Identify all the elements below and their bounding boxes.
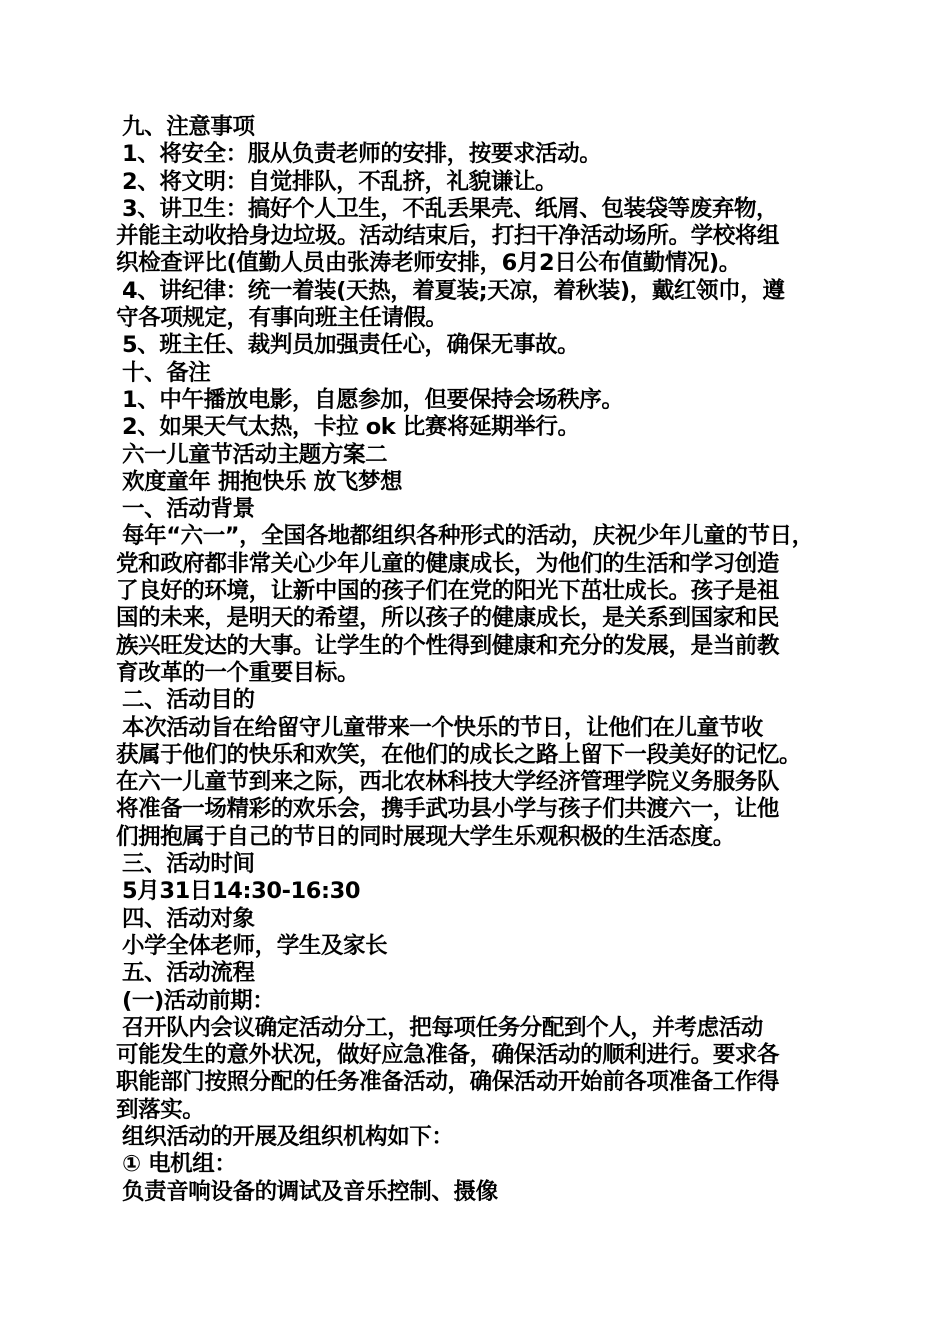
activity-audience: 小学全体老师，学生及家长 [122, 932, 388, 959]
paragraph-line: 了良好的环境，让新中国的孩子们在党的阳光下茁壮成长。孩子是祖 [116, 578, 780, 605]
list-item: 5、班主任、裁判员加强责任心，确保无事故。 [122, 332, 580, 359]
list-item: 2、如果天气太热，卡拉 ok 比赛将延期举行。 [122, 414, 580, 441]
section-heading: 一、活动背景 [122, 496, 255, 523]
list-item: 3、讲卫生：搞好个人卫生，不乱丢果壳、纸屑、包装袋等废弃物， [122, 195, 779, 222]
paragraph-line: 获属于他们的快乐和欢笑，在他们的成长之路上留下一段美好的记忆。 [116, 741, 802, 768]
paragraph-line: 每年“六一”，全国各地都组织各种形式的活动，庆祝少年儿童的节日， [122, 523, 814, 550]
section-heading: 三、活动时间 [122, 851, 255, 878]
section-heading: 二、活动目的 [122, 687, 255, 714]
section-heading: 十、备注 [122, 359, 211, 386]
list-item: 4、讲纪律：统一着装(天热，着夏装;天凉，着秋装)，戴红领巾，遵 [122, 277, 785, 304]
activity-time: 5月31日14:30-16:30 [122, 878, 361, 905]
document-subtitle: 欢度童年 拥抱快乐 放飞梦想 [122, 468, 403, 495]
list-item: 2、将文明：自觉排队，不乱挤，礼貌谦让。 [122, 168, 558, 195]
subsection-heading: (一)活动前期： [122, 987, 275, 1014]
group-heading: ① 电机组： [122, 1151, 237, 1178]
paragraph-line: 国的未来，是明天的希望，所以孩子的健康成长，是关系到国家和民 [116, 605, 780, 632]
paragraph-line: 职能部门按照分配的任务准备活动，确保活动开始前各项准备工作得 [116, 1069, 780, 1096]
paragraph-line: 并能主动收拾身边垃圾。活动结束后，打扫干净活动场所。学校将组 [116, 223, 780, 250]
list-item: 1、中午播放电影，自愿参加，但要保持会场秩序。 [122, 386, 624, 413]
paragraph-line: 们拥抱属于自己的节日的同时展现大学生乐观积极的生活态度。 [116, 823, 735, 850]
paragraph-line: 育改革的一个重要目标。 [116, 659, 360, 686]
paragraph-line: 织检查评比(值勤人员由张涛老师安排，6月2日公布值勤情况)。 [116, 250, 741, 277]
document-body [116, 114, 841, 1206]
paragraph-line: 组织活动的开展及组织机构如下： [122, 1123, 454, 1150]
paragraph-line: 将准备一场精彩的欢乐会，携手武功县小学与孩子们共渡六一，让他 [116, 796, 780, 823]
paragraph-line: 族兴旺发达的大事。让学生的个性得到健康和充分的发展，是当前教 [116, 632, 780, 659]
paragraph-line: 党和政府都非常关心少年儿童的健康成长，为他们的生活和学习创造 [116, 550, 780, 577]
paragraph-line: 到落实。 [116, 1096, 205, 1123]
paragraph-line: 守各项规定，有事向班主任请假。 [116, 305, 448, 332]
paragraph-line: 召开队内会议确定活动分工，把每项任务分配到个人，并考虑活动 [122, 1014, 763, 1041]
list-item: 1、将安全：服从负责老师的安排，按要求活动。 [122, 141, 602, 168]
document-title: 六一儿童节活动主题方案二 [122, 441, 388, 468]
section-heading: 九、注意事项 [122, 114, 255, 140]
section-heading: 五、活动流程 [122, 960, 255, 987]
paragraph-line: 负责音响设备的调试及音乐控制、摄像 [122, 1178, 498, 1205]
section-heading: 四、活动对象 [122, 905, 255, 932]
paragraph-line: 可能发生的意外状况，做好应急准备，确保活动的顺利进行。要求各 [116, 1042, 780, 1069]
paragraph-line: 本次活动旨在给留守儿童带来一个快乐的节日，让他们在儿童节收 [122, 714, 763, 741]
paragraph-line: 在六一儿童节到来之际，西北农林科技大学经济管理学院义务服务队 [116, 769, 780, 796]
